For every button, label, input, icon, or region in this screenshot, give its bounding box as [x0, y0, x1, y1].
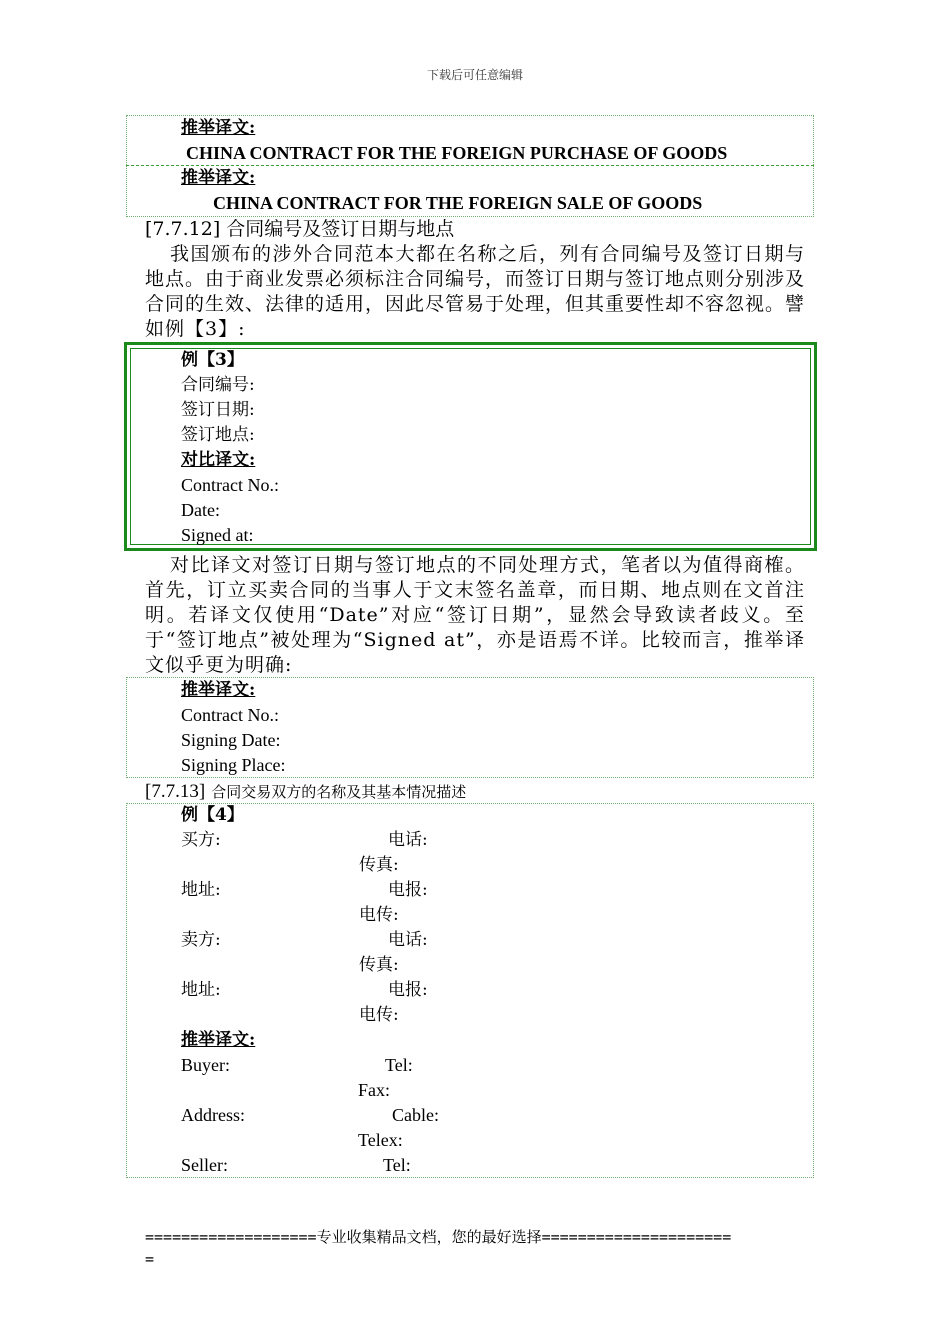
recommended-label: 推举译文: — [181, 118, 256, 138]
address-en: Address: — [181, 1105, 245, 1125]
fax-en: Fax: — [358, 1080, 391, 1100]
recommended-label: 推举译文: — [181, 1030, 256, 1050]
section-title: 合同交易双方的名称及其基本情况描述 — [211, 783, 467, 801]
telex-cn: 电传: — [359, 1005, 399, 1025]
telex-en: Telex: — [358, 1130, 403, 1150]
signing-date-en: Signing Date: — [181, 730, 281, 750]
buyer-en: Buyer: — [181, 1055, 230, 1075]
example-title: 例【3】 — [181, 350, 244, 370]
cable-en: Cable: — [392, 1105, 439, 1125]
telex-cn: 电传: — [359, 905, 399, 925]
buyer-cn: 买方: — [181, 830, 221, 850]
section-number: [7.7.13] — [145, 781, 206, 802]
cable-cn: 电报: — [388, 980, 428, 1000]
address-cn: 地址: — [181, 980, 221, 1000]
fax-cn: 传真: — [359, 855, 399, 875]
footer-line: ===================专业收集精品文档，您的最好选择===================== — [145, 1228, 732, 1246]
contract-no-en: Contract No.: — [181, 705, 279, 725]
tel-en: Tel: — [383, 1155, 411, 1175]
seller-en: Seller: — [181, 1155, 228, 1175]
compare-label: 对比译文: — [181, 450, 256, 470]
tel-cn: 电话: — [388, 830, 428, 850]
page-header: 下载后可任意编辑 — [426, 68, 523, 82]
seller-cn: 卖方: — [181, 930, 221, 950]
sign-place-cn: 签订地点: — [181, 425, 255, 445]
cable-cn: 电报: — [388, 880, 428, 900]
page-footer — [145, 1226, 810, 1270]
title-sale: CHINA CONTRACT FOR THE FOREIGN SALE OF GOODS — [213, 193, 703, 213]
footer-line: = — [145, 1250, 155, 1268]
recommended-label: 推举译文: — [181, 168, 256, 188]
fax-cn: 传真: — [359, 955, 399, 975]
contract-no-en: Contract No.: — [181, 475, 279, 495]
recommended-label: 推举译文: — [181, 680, 256, 700]
sign-date-cn: 签订日期: — [181, 400, 255, 420]
section-paragraph: 我国颁布的涉外合同范本大都在名称之后，列有合同编号及签订日期与地点。由于商业发票必须标注合同编号，而签订日期与签订地点则分别涉及合同的生效、法律的适用，因此尽管易于处理，但其重要性却不容忽视。譬如例【3】: — [145, 243, 806, 340]
contract-no-cn: 合同编号: — [181, 375, 255, 395]
tel-en: Tel: — [385, 1055, 413, 1075]
title-purchase: CHINA CONTRACT FOR THE FOREIGN PURCHASE OF GOODS — [186, 143, 728, 163]
tel-cn: 电话: — [388, 930, 428, 950]
signed-at-en: Signed at: — [181, 525, 254, 545]
address-cn: 地址: — [181, 880, 221, 900]
signing-place-en: Signing Place: — [181, 755, 286, 775]
comparison-paragraph: 对比译文对签订日期与签订地点的不同处理方式，笔者以为值得商榷。首先，订立买卖合同的当事人于文末签名盖章，而日期、地点则在文首注明。若译文仅使用“Date”对应“签订日期”，显然会导致读者歧义。至于“签订地点”被处理为“Signed at”，亦是语焉不详。比较而言，推举译文似乎更为明确: — [145, 554, 805, 676]
date-en: Date: — [181, 500, 220, 520]
section-heading-7-7-12: [7.7.12] 合同编号及签订日期与地点 — [145, 218, 455, 240]
section-heading-7-7-13 — [145, 779, 466, 804]
example-title: 例【4】 — [181, 805, 244, 825]
